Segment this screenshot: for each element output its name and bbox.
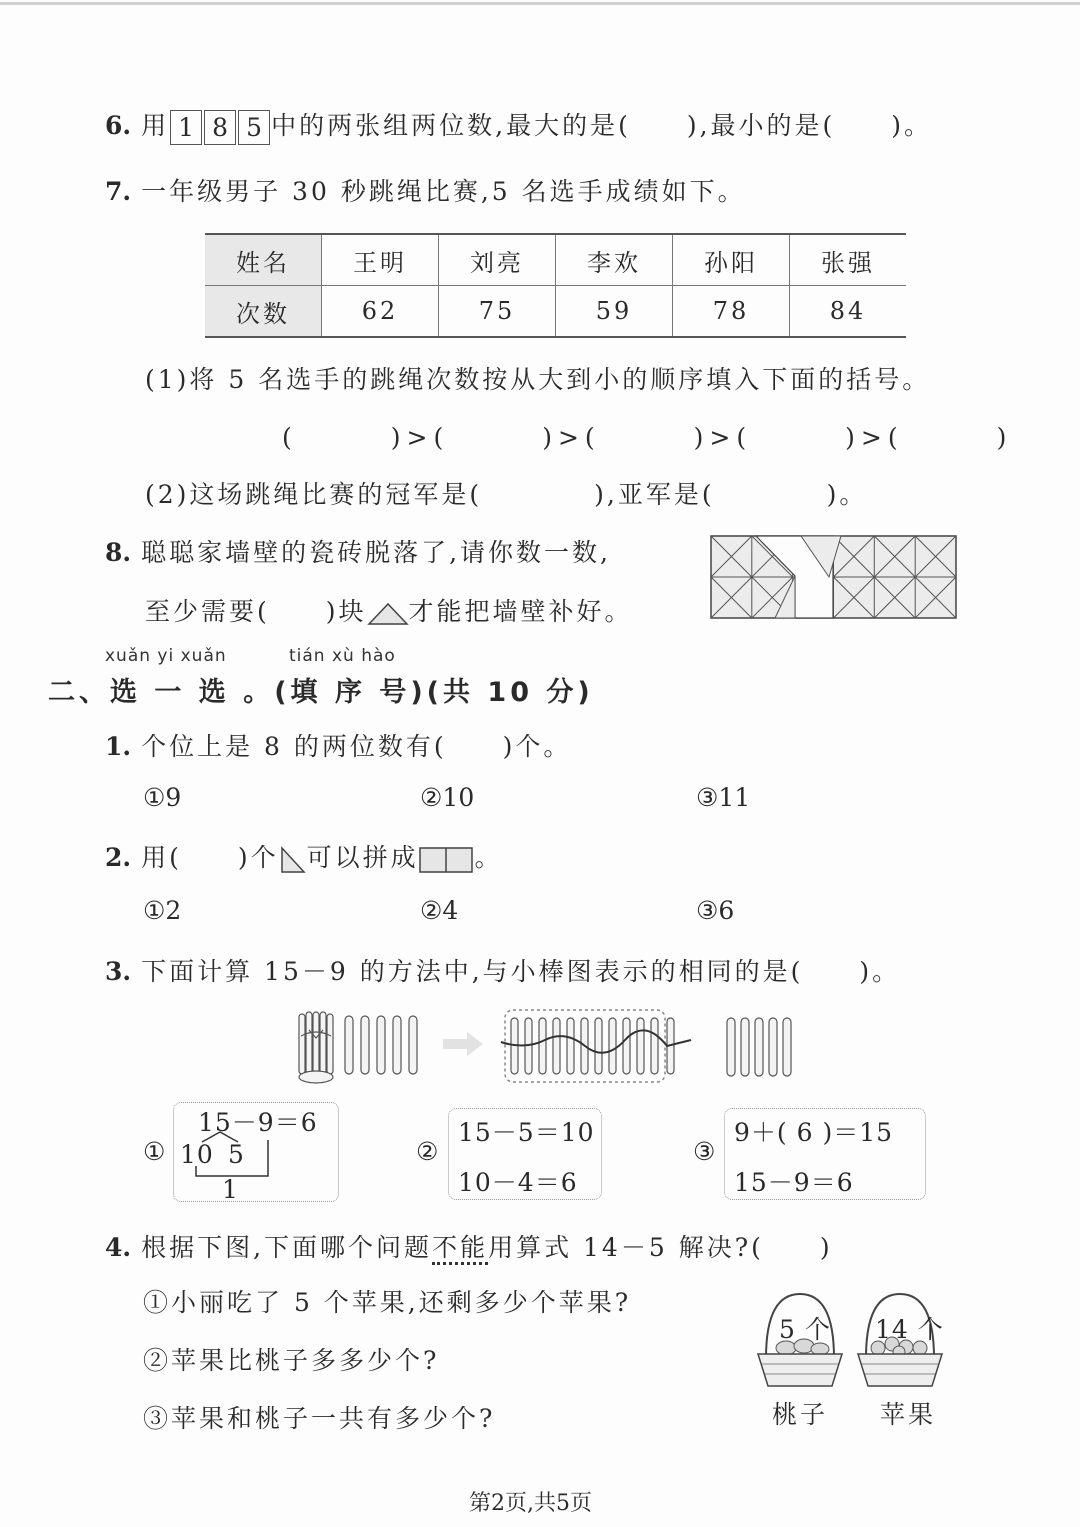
arrow-icon — [443, 1032, 483, 1056]
option-3: ③11 — [696, 783, 751, 812]
split-bottom: 1 — [222, 1175, 239, 1204]
table-row — [205, 286, 906, 338]
section-2-title: 二、选 一 选 。(填 序 号)(共 10 分) — [48, 677, 594, 708]
question-7 — [105, 172, 746, 208]
option-3: ③苹果和桃子一共有多少个? — [143, 1404, 496, 1433]
emphasis-text: 不能 — [432, 1233, 488, 1265]
option-3-equation-2: 15－9＝6 — [734, 1168, 854, 1197]
apple-label: 苹果 — [880, 1400, 937, 1429]
option-2: ②苹果比桃子多多少个? — [143, 1346, 440, 1375]
question-number: 6. — [105, 111, 132, 140]
top-border — [0, 2, 1080, 5]
option-3: ③6 — [696, 896, 735, 925]
question-number: 4. — [105, 1233, 132, 1262]
sticks-figure — [295, 1010, 805, 1086]
apple-count: 14 个 — [875, 1315, 944, 1344]
score-table — [205, 233, 906, 338]
rectangle-icon — [419, 846, 475, 874]
option-2: ②4 — [420, 896, 459, 925]
question-text: 用 — [141, 111, 170, 140]
triangle-tile-icon — [367, 602, 409, 626]
peach-count: 5 个 — [779, 1315, 831, 1344]
question-7-part-2: (2)这场跳绳比赛的冠军是( ),亚军是( )。 — [145, 480, 868, 509]
question-6 — [105, 106, 932, 145]
question-text: 一年级男子 30 秒跳绳比赛,5 名选手成绩如下。 — [141, 177, 746, 206]
question-7-part-1: (1)将 5 名选手的跳绳次数按从大到小的顺序填入下面的括号。 — [145, 365, 931, 394]
question-number: 8. — [105, 538, 132, 567]
basket-icon — [758, 1354, 842, 1386]
tile-wall-figure — [711, 536, 956, 618]
digit-card: 5 — [238, 110, 270, 145]
question-text: 至少需要( )块 — [145, 597, 367, 626]
question-text: 聪聪家墙壁的瓷砖脱落了,请你数一数, — [141, 538, 612, 567]
question-8-line-2 — [145, 592, 633, 628]
split-right: 5 — [228, 1140, 245, 1169]
option-3-mark: ③ — [693, 1137, 716, 1166]
pinyin-xuan-yi-xuan: xuǎn yi xuǎn — [105, 646, 227, 666]
option-1-mark: ① — [143, 1137, 166, 1166]
table-cell: 姓名 — [205, 234, 322, 286]
page-footer: 第2页,共5页 — [469, 1491, 592, 1516]
remaining-sticks — [727, 1018, 791, 1076]
option-1: ①9 — [143, 783, 182, 812]
table-cell: 75 — [439, 286, 556, 338]
digit-card: 8 — [204, 110, 236, 145]
table-row — [205, 234, 906, 286]
option-2-mark: ② — [416, 1137, 439, 1166]
question-text: 用( )个 — [141, 843, 279, 872]
question-number: 1. — [105, 732, 132, 761]
question-text: 可以拼成 — [306, 843, 419, 872]
choice-question-2 — [105, 838, 503, 874]
table-cell: 78 — [673, 286, 790, 338]
option-2-equation-1: 15－5＝10 — [458, 1118, 595, 1147]
right-triangle-icon — [279, 846, 307, 874]
question-text: 下面计算 15－9 的方法中,与小棒图表示的相同的是( )。 — [141, 957, 901, 986]
table-cell: 59 — [556, 286, 673, 338]
pinyin-tian-xu-hao: tián xù hào — [289, 646, 396, 666]
question-text: 才能把墙壁补好。 — [408, 597, 633, 626]
basket-icon — [858, 1354, 942, 1386]
option-2: ②10 — [420, 783, 475, 812]
option-1: ①2 — [143, 896, 182, 925]
stick-bundle-icon — [299, 1012, 333, 1083]
question-text: 中的两张组两位数,最大的是( ),最小的是( )。 — [271, 111, 933, 140]
table-cell: 孙阳 — [673, 234, 790, 286]
question-number: 7. — [105, 177, 132, 206]
table-cell: 62 — [322, 286, 439, 338]
order-blanks: ( )>( )>( )>( )>( ) — [282, 423, 1013, 452]
table-cell: 张强 — [790, 234, 907, 286]
table-cell: 李欢 — [556, 234, 673, 286]
choice-question-1 — [105, 727, 571, 763]
question-text: 根据下图,下面哪个问题 — [141, 1233, 433, 1262]
table-cell: 王明 — [322, 234, 439, 286]
question-number: 2. — [105, 843, 132, 872]
table-cell: 次数 — [205, 286, 322, 338]
question-text: 。 — [474, 843, 503, 872]
loose-sticks — [345, 1016, 417, 1074]
question-text: 用算式 14－5 解决?( ) — [488, 1233, 833, 1262]
crossed-sticks — [511, 1018, 674, 1074]
question-8 — [105, 533, 611, 569]
choice-question-4 — [105, 1228, 833, 1264]
choice-question-3 — [105, 952, 900, 988]
digit-card: 1 — [170, 110, 202, 145]
question-number: 3. — [105, 957, 132, 986]
option-1-equation: 15－9＝6 — [198, 1108, 318, 1137]
option-2-equation-2: 10－4＝6 — [458, 1168, 578, 1197]
table-cell: 84 — [790, 286, 907, 338]
question-text: 个位上是 8 的两位数有( )个。 — [141, 732, 572, 761]
option-3-equation-1: 9＋( 6 )＝15 — [734, 1118, 894, 1147]
table-cell: 刘亮 — [439, 234, 556, 286]
option-1: ①小丽吃了 5 个苹果,还剩多少个苹果? — [143, 1288, 632, 1317]
peach-label: 桃子 — [772, 1400, 829, 1429]
split-left: 10 — [180, 1140, 214, 1169]
